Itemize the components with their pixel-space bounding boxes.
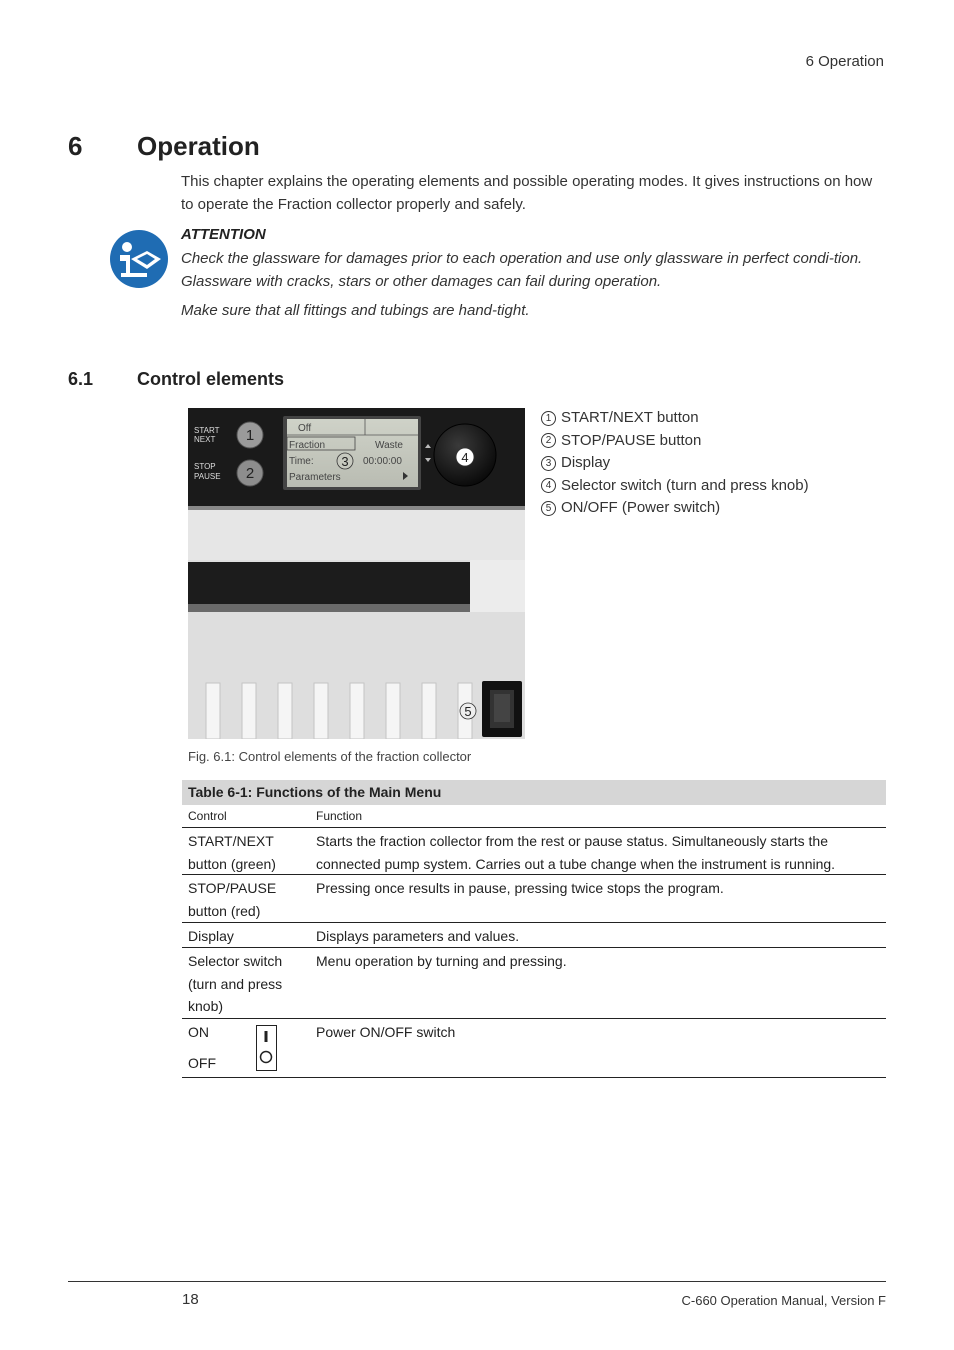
table-cell-control: Display — [188, 928, 234, 944]
table-cell-function: Power ON/OFF switch — [316, 1024, 456, 1040]
table-row — [182, 875, 886, 923]
table-cell-function: Pressing once results in pause, pressing twice stops the program. — [316, 880, 724, 896]
attention-title: ATTENTION — [181, 226, 266, 243]
chapter-intro: This chapter explains the operating elements and possible operating modes. It gives instructions on how to operate the Fraction collector properly and safely. — [181, 173, 873, 213]
chapter-title: Operation — [137, 131, 260, 161]
attention-text: Check the glassware for damages prior to each operation and use only glassware in perfect condi-tion. Glassware with cracks, stars or other damages can fail during operation. — [181, 250, 863, 290]
legend-text: Selector switch (turn and press knob) — [561, 476, 809, 494]
display-waste: Waste — [375, 440, 403, 451]
chapter-number: 6 — [68, 131, 83, 161]
control-elements-photo — [188, 408, 525, 739]
legend-number: 3 — [541, 456, 556, 471]
pause-label: PAUSE — [194, 472, 221, 481]
off-label: OFF — [188, 1054, 216, 1071]
legend-item — [541, 475, 809, 498]
legend-number: 1 — [541, 411, 556, 426]
running-head: 6 Operation — [805, 53, 884, 70]
next-label: NEXT — [194, 435, 216, 444]
table-row — [182, 923, 886, 948]
figure-caption: Fig. 6.1: Control elements of the fraction collector — [188, 749, 472, 764]
table-cell-control: STOP/PAUSE button (red) — [188, 880, 277, 919]
stop-label: STOP — [194, 462, 216, 471]
legend-number: 4 — [541, 478, 556, 493]
display-time: Time: — [289, 456, 314, 467]
table-title: Table 6-1: Functions of the Main Menu — [182, 780, 886, 805]
manual-reading-icon — [109, 229, 169, 289]
start-label: START — [194, 426, 220, 435]
legend-text: STOP/PAUSE button — [561, 431, 702, 449]
table-column-headers — [182, 805, 886, 828]
display-time-value: 00:00:00 — [363, 456, 402, 467]
legend-item — [541, 407, 809, 430]
legend-text: START/NEXT button — [561, 409, 699, 426]
legend-number: 5 — [541, 501, 556, 516]
table-row — [182, 828, 886, 875]
table-row — [182, 948, 886, 1019]
power-switch-icon — [256, 1025, 277, 1071]
table-cell-function: Starts the fraction collector from the rest or pause status. Simultaneously starts the connected pump system. Carries out a tube change when the instrument is running. — [316, 833, 836, 872]
table-row — [182, 1019, 886, 1078]
footer-document-title: C-660 Operation Manual, Version F — [681, 1293, 886, 1308]
legend-text: ON/OFF (Power switch) — [561, 499, 721, 516]
legend-item — [541, 452, 809, 475]
main-menu-table — [182, 780, 886, 1078]
marker-1: 1 — [245, 427, 255, 444]
display-off: Off — [298, 423, 312, 434]
marker-4: 4 — [461, 450, 469, 465]
marker-5: 5 — [464, 704, 472, 719]
display-fraction: Fraction — [289, 440, 326, 451]
section-title: Control elements — [137, 369, 285, 389]
legend-text: Display — [561, 454, 611, 471]
marker-3: 3 — [341, 454, 349, 469]
table-cell-control: Selector switch (turn and press knob) — [188, 953, 283, 1014]
table-cell-function: Displays parameters and values. — [316, 928, 520, 944]
figure-legend — [541, 407, 809, 520]
marker-2: 2 — [245, 465, 255, 482]
legend-item — [541, 497, 809, 520]
footer-rule — [68, 1281, 886, 1282]
legend-item — [541, 430, 809, 453]
table-cell-control — [182, 1021, 316, 1077]
column-header-control: Control — [188, 809, 227, 823]
page-number: 18 — [182, 1291, 199, 1308]
legend-number: 2 — [541, 433, 556, 448]
section-number: 6.1 — [68, 369, 94, 389]
attention-text-fittings: Make sure that all fittings and tubings are hand-tight. — [181, 302, 530, 319]
on-label: ON — [188, 1024, 209, 1040]
display-parameters: Parameters — [289, 472, 341, 483]
column-header-function: Function — [316, 809, 363, 823]
table-cell-control: START/NEXT button (green) — [188, 833, 276, 872]
table-cell-function: Menu operation by turning and pressing. — [316, 953, 567, 969]
